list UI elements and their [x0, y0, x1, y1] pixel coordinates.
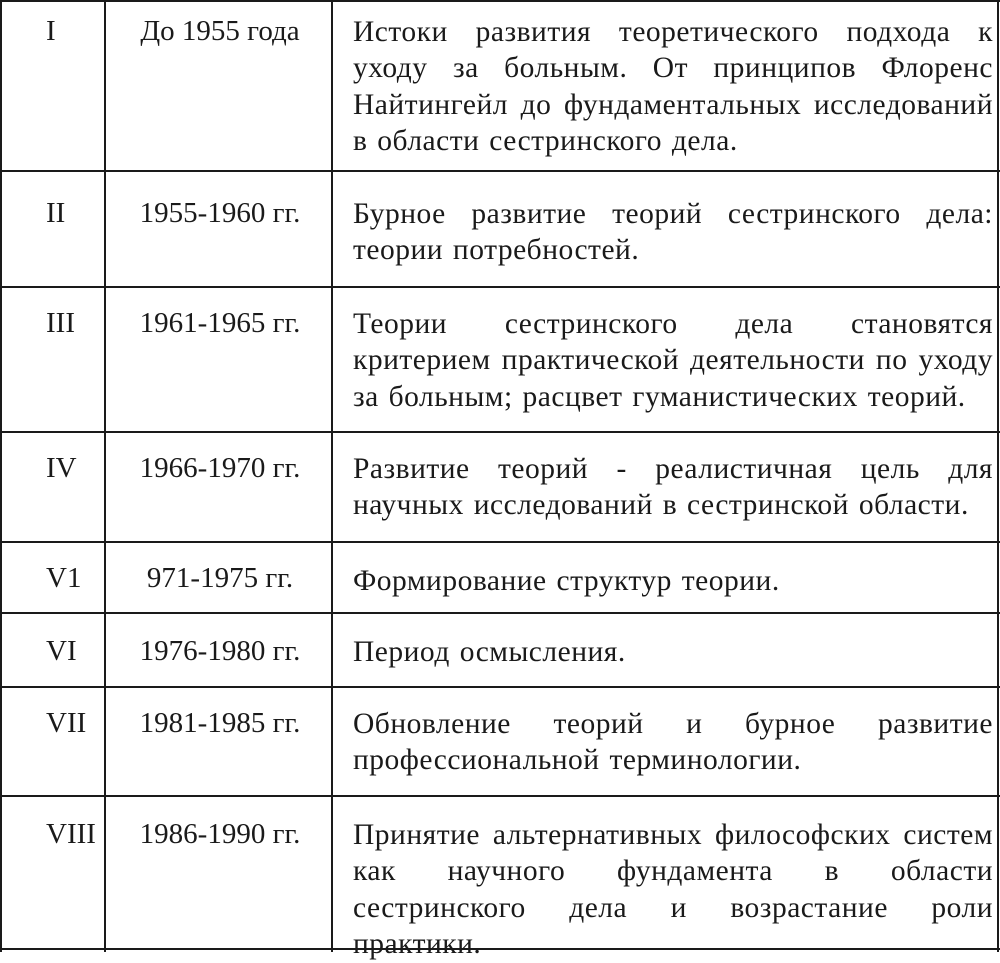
stage-number: V1 — [46, 562, 82, 594]
row-divider — [0, 612, 1000, 614]
table-border-top — [0, 0, 1000, 2]
row-divider — [0, 541, 1000, 543]
stage-description: Развитие теорий - реалистичная цель для научных исследований в сестринской области. — [353, 453, 993, 522]
row-divider — [0, 686, 1000, 688]
stage-period: 1961-1965 гг. — [139, 307, 301, 339]
row-divider — [0, 795, 1000, 797]
stage-number: IV — [46, 452, 77, 484]
stage-description: Принятие альтернативных философских систем как научного фундамента в области сестринского дела и возрастание роли практики. — [353, 819, 993, 961]
stage-period: 971-1975 гг. — [146, 562, 294, 594]
stage-description: Период осмысления. — [353, 636, 626, 668]
stage-number: II — [46, 197, 66, 229]
stage-number: VI — [46, 635, 77, 667]
stage-number: I — [46, 15, 56, 47]
row-divider — [0, 170, 1000, 172]
stage-number: VII — [46, 707, 87, 739]
row-divider — [0, 431, 1000, 433]
stage-period: 1976-1980 гг. — [139, 635, 301, 667]
stage-period: 1986-1990 гг. — [139, 818, 301, 850]
stage-description: Истоки развития теоретического подхода к уходу за больным. От принципов Флоренс Найтингейл до фундаментальных исследований в области сестринского дела. — [353, 16, 993, 158]
stage-description: Бурное развитие теорий сестринского дела: теории потребностей. — [353, 198, 993, 267]
stage-description: Теории сестринского дела становятся критерием практической деятельности по уходу за больным; расцвет гуманистических теорий. — [353, 308, 993, 413]
stage-number: III — [46, 307, 75, 339]
stage-period: До 1955 года — [140, 15, 300, 47]
stage-period: 1955-1960 гг. — [139, 197, 301, 229]
stage-description: Обновление теорий и бурное развитие профессиональной терминологии. — [353, 708, 993, 777]
stage-description: Формирование структур теории. — [353, 565, 780, 597]
stage-number: VIII — [46, 818, 96, 850]
table-border-bottom — [0, 948, 1000, 950]
column-divider — [104, 0, 106, 952]
table-border-right — [997, 0, 999, 952]
stage-period: 1966-1970 гг. — [139, 452, 301, 484]
stage-period: 1981-1985 гг. — [139, 707, 301, 739]
row-divider — [0, 286, 1000, 288]
table-border-left — [0, 0, 2, 952]
